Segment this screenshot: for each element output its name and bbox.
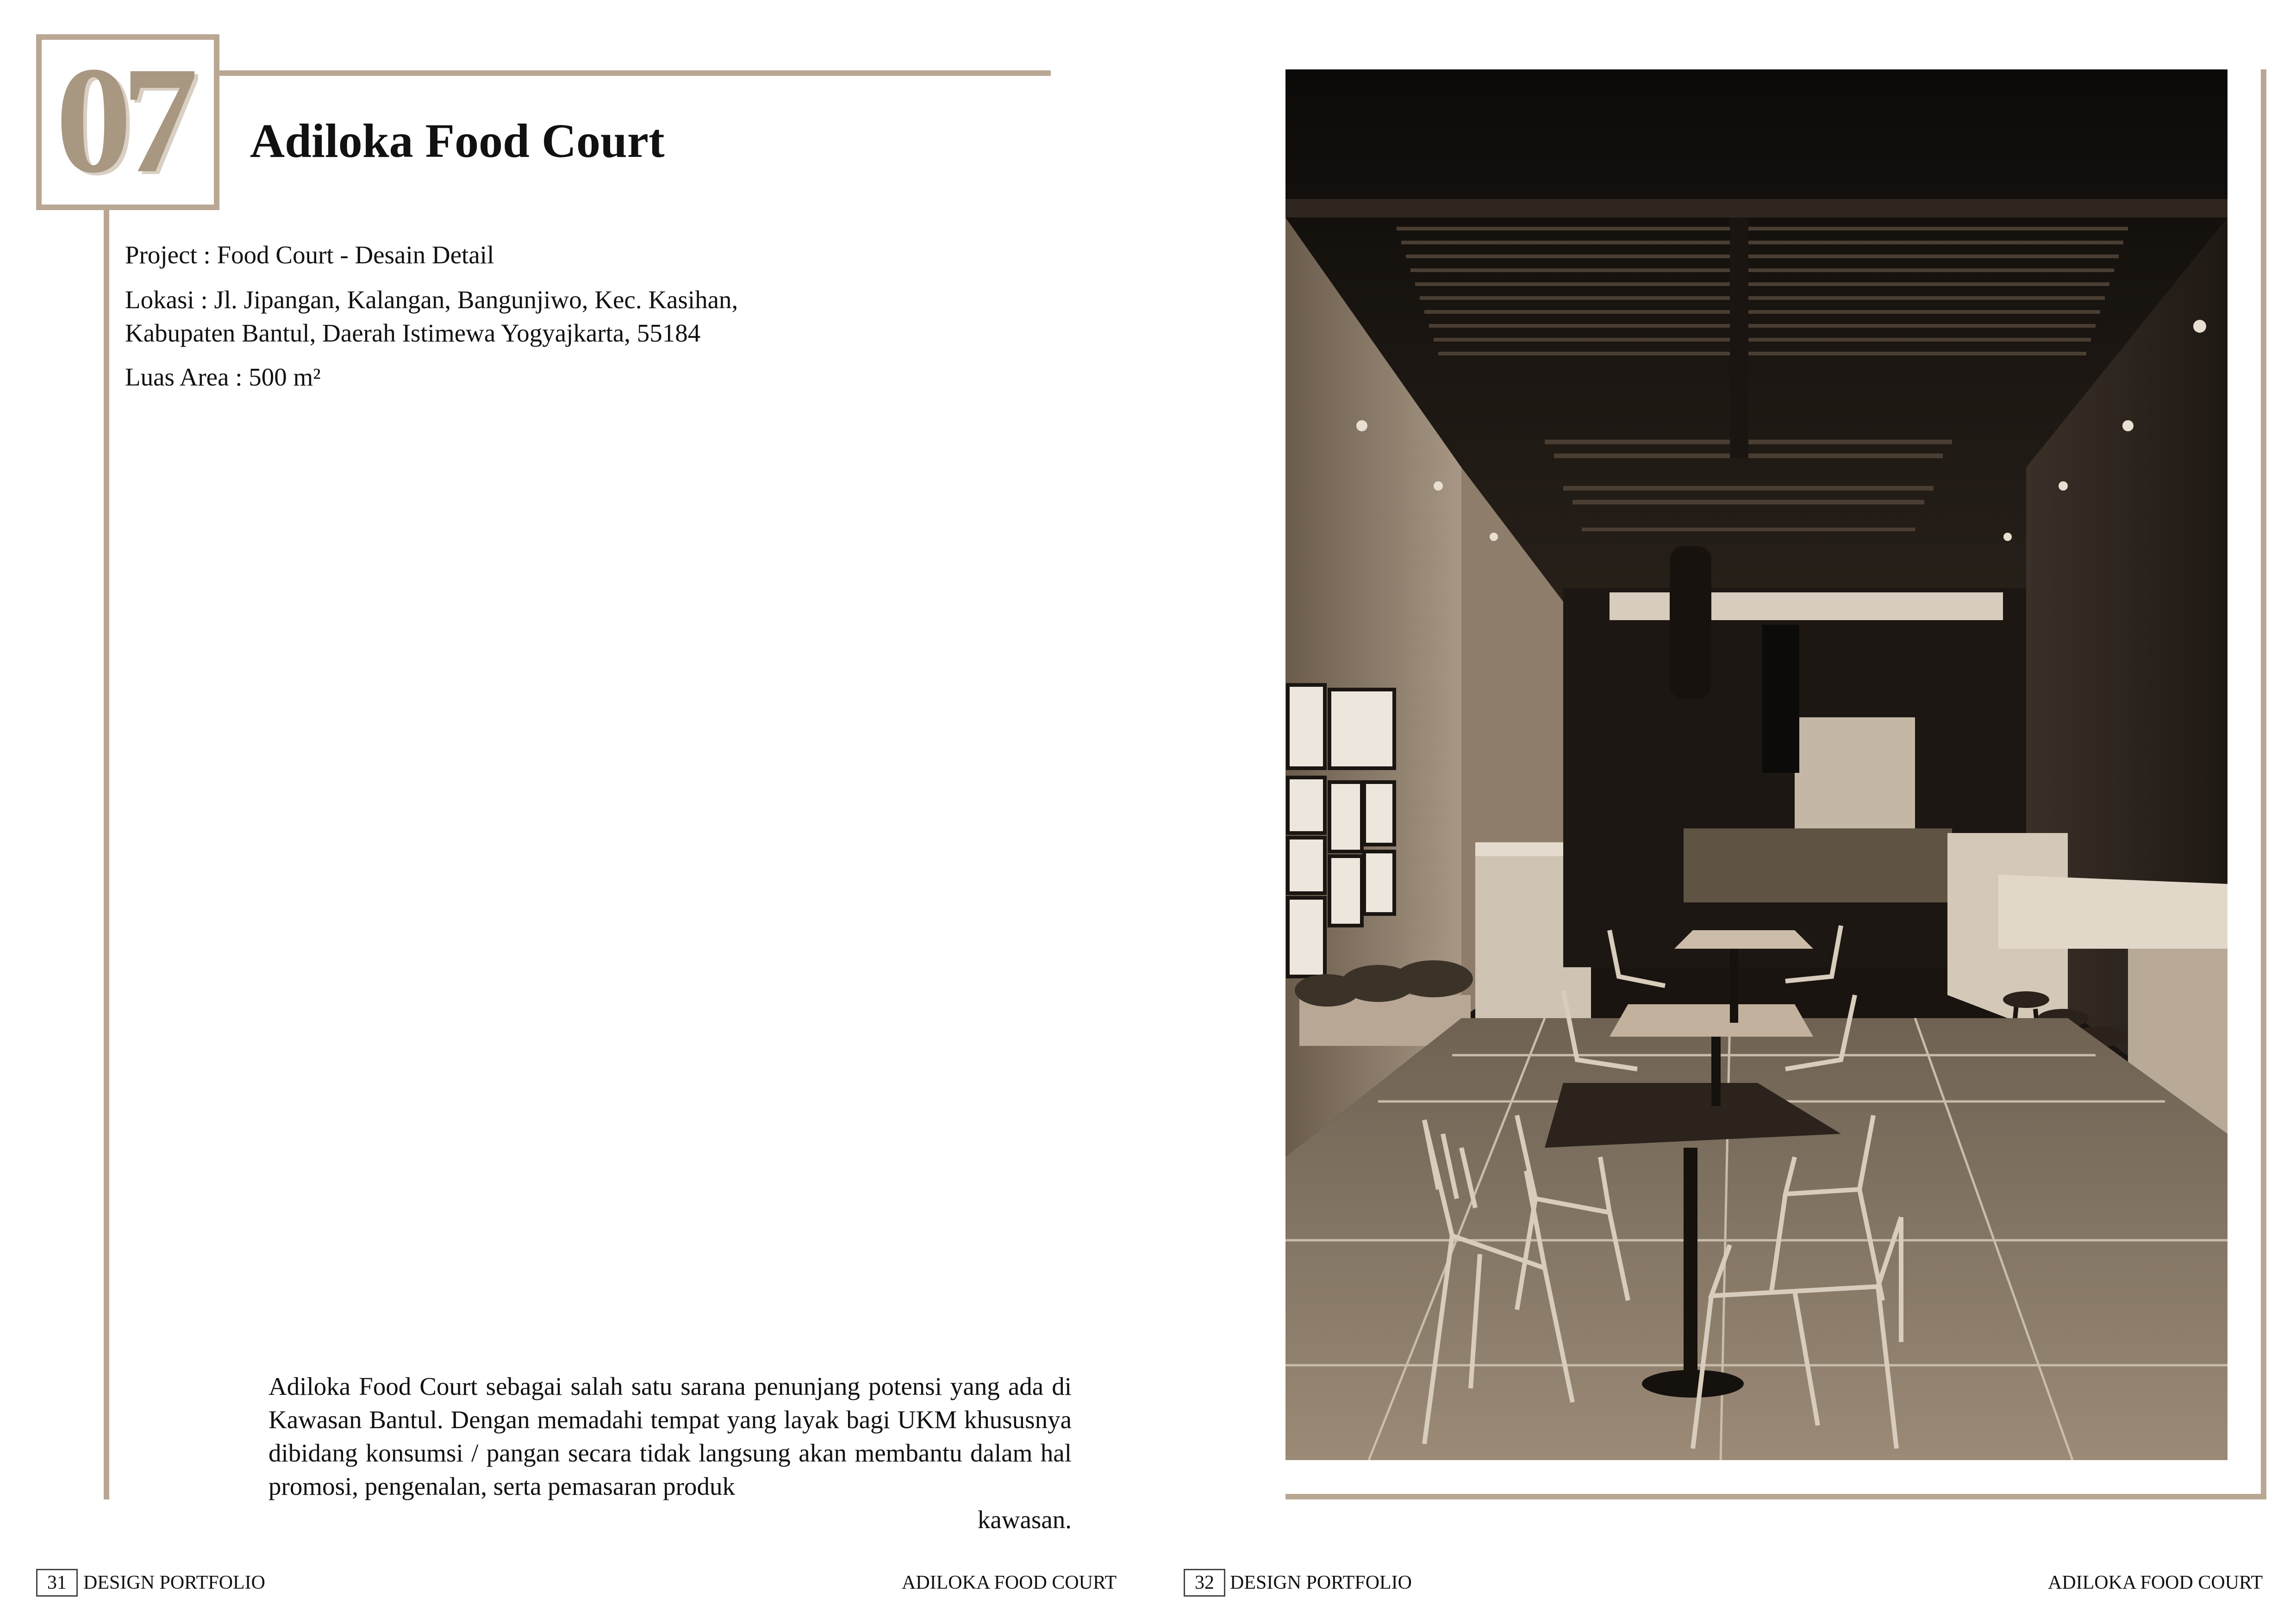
- page-title: Adiloka Food Court: [250, 114, 665, 168]
- area-info: Luas Area : 500 m²: [125, 363, 321, 391]
- chapter-number: 07: [56, 36, 188, 205]
- left-vertical-rule: [104, 210, 109, 1499]
- location-line-2: Kabupaten Bantul, Daerah Istimewa Yogyajkarta, 55184: [125, 319, 701, 347]
- project-info: Project : Food Court - Desain Detail: [125, 241, 494, 269]
- right-vertical-rule: [2261, 69, 2266, 1499]
- footer-section-left: ADILOKA FOOD COURT: [902, 1572, 1117, 1593]
- bottom-horizontal-rule: [1285, 1494, 2266, 1499]
- food-court-interior-illustration: [1285, 69, 2227, 1460]
- description-text: Adiloka Food Court sebagai salah satu sarana penunjang potensi yang ada di Kawasan Bantul. Dengan memadahi tempat yang layak bagi UKM khususnya dibidang konsumsi / pangan secara tidak langsung akan membantu dalam hal promosi, pengenalan, serta pemasaran produk: [268, 1372, 1072, 1500]
- footer-label-left: DESIGN PORTFOLIO: [83, 1572, 265, 1593]
- footer-section-right: ADILOKA FOOD COURT: [2048, 1572, 2263, 1593]
- interior-render-image: [1285, 69, 2227, 1460]
- page-number-left: 31: [36, 1569, 78, 1597]
- project-description: [268, 1370, 1072, 1536]
- header-rule: [219, 70, 1051, 76]
- page-number-right: 32: [1184, 1569, 1225, 1597]
- location-line-1: Lokasi : Jl. Jipangan, Kalangan, Bangunjiwo, Kec. Kasihan,: [125, 286, 738, 314]
- description-end: kawasan.: [977, 1505, 1072, 1534]
- footer-label-right: DESIGN PORTFOLIO: [1230, 1572, 1412, 1593]
